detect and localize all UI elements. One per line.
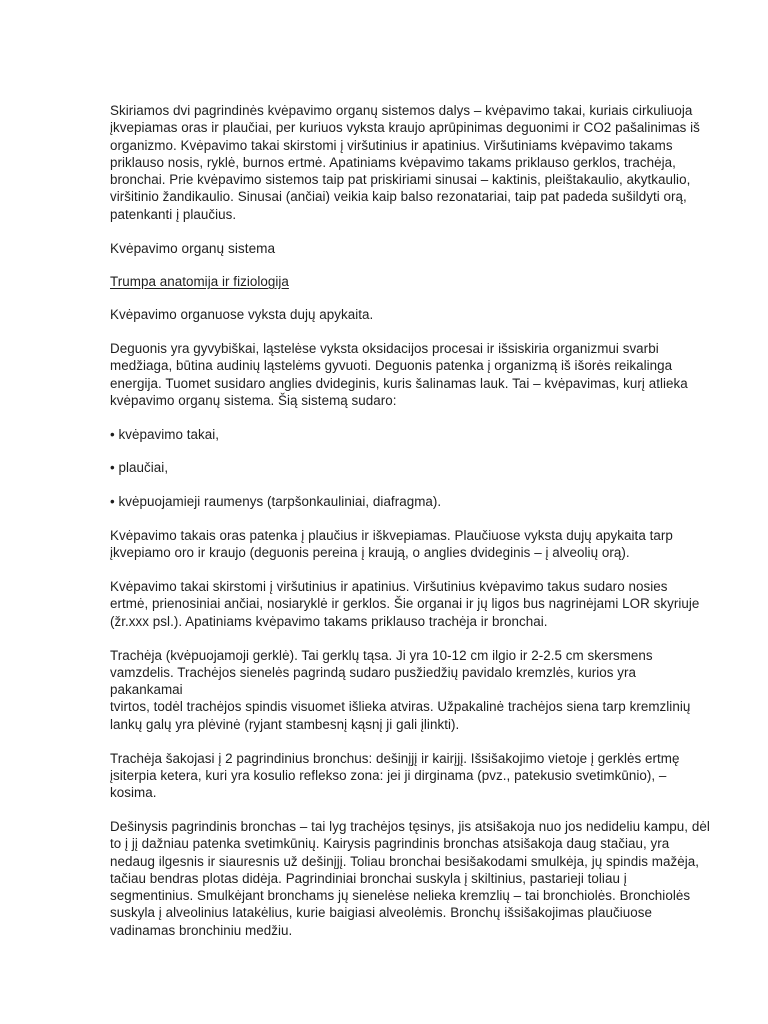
paragraph-oxygen: Deguonis yra gyvybiškai, ląstelėse vyksta oksidacijos procesai ir išsiskiria organizmui svarbi medžiaga, būtina audinių ląstelėms gyvuoti. Deguonis patenka į organizmą iš išorės reikalinga energija. Tuomet susidaro anglies dvideginis, kuris šalinamas lauk. Tai – kvėpavimas, kurį atlieka kvėpavimo organų sistema. Šią sistemą sudaro:	[110, 340, 688, 408]
section-subheading: Trumpa anatomija ir fiziologija	[110, 273, 289, 289]
paragraph-trachea-branching: Trachėja šakojasi į 2 pagrindinius bronchus: dešinįjį ir kairįjį. Išsišakojimo vietoje į gerklės ertmę įsiterpia ketera, kuri yra kosulio reflekso zona: jei ji dirginama (pvz., patekusio svetimkūnio), – kosima.	[110, 750, 680, 801]
paragraph-gas-exchange: Kvėpavimo organuose vyksta dujų apykaita.	[110, 307, 374, 323]
paragraph-bronchi: Dešinysis pagrindinis bronchas – tai lyg trachėjos tęsinys, jis atsišakoja nuo jos nedideliu kampu, dėl to į jį dažniau patenka svetimkūnių. Kairysis pagrindinis bronchas atsišakoja daug stačiau, yra nedaug ilgesnis ir siauresnis už dešinįjį. Toliau bronchai besišakodami smulkėja, jų spindis mažėja, tačiau bendras plotas didėja. Pagrindiniai bronchai suskyla į skiltinius, pastarieji toliau į segmentinius. Smulkėjant bronchams jų sienelėse nelieka kremzlių – tai bronchiolės. Bronchiolės suskyla į alveolinius latakėlius, kurie baigiasi alveolėmis. Bronchų išsišakojimas plaučiuose vadinamas bronchiniu medžiu.	[110, 818, 710, 938]
bullet-item-lungs: • plaučiai,	[110, 460, 169, 476]
paragraph-airflow: Kvėpavimo takais oras patenka į plaučius ir iškvepiamas. Plaučiuose vyksta dujų apykaita tarp įkvepiamo oro ir kraujo (deguonis pereina į kraują, o anglies dvideginis – į alveolių orą).	[110, 528, 673, 561]
bullet-item-muscles: • kvėpuojamieji raumenys (tarpšonkauliniai, diafragma).	[110, 494, 442, 510]
paragraph-airway-division: Kvėpavimo takai skirstomi į viršutinius ir apatinius. Viršutinius kvėpavimo takus sudaro nosies ertmė, prienosiniai ančiai, nosiaryklė ir gerklos. Šie organai ir jų ligos bus nagrinėjami LOR skyriuje (žr.xxx psl.). Apatiniams kvėpavimo takams priklauso trachėja ir bronchai.	[110, 579, 700, 629]
intro-paragraph: Skiriamos dvi pagrindinės kvėpavimo organų sistemos dalys – kvėpavimo takai, kuriais cirkuliuoja įkvepiamas oras ir plaučiai, per kuriuos vyksta kraujo aprūpinimas deguonimi ir CO2 pašalinimas iš organizmo. Kvėpavimo takai skirstomi į viršutinius ir apatinius. Viršutiniams kvėpavimo takams priklauso nosis, ryklė, burnos ertmė. Apatiniams kvėpavimo takams priklauso gerklos, trachėja, bronchai. Prie kvėpavimo sistemos taip pat priskiriami sinusai – kaktinis, pleištakaulio, akytkaulio, viršitinio žandikaulio. Sinusai (ančiai) veikia kaip balso rezonatariai, taip pat padeda sušildyti orą, patenkanti į plaučius.	[110, 103, 700, 222]
section-heading: Kvėpavimo organų sistema	[110, 240, 276, 256]
bullet-item-airways: • kvėpavimo takai,	[110, 426, 220, 442]
document-page	[110, 102, 710, 955]
paragraph-trachea: Trachėja (kvėpuojamoji gerklė). Tai gerklų tąsa. Ji yra 10-12 cm ilgio ir 2-2.5 cm skersmens vamzdelis. Trachėjos sienelės pagrindą sudaro pusžiedžių pavidalo kremzlės, kurios yra pakankamai tvirtos, todėl trachėjos spindis visuomet išlieka atviras. Užpakalinė trachėjos siena tarp kremzlinių lankų galų yra plėvinė (ryjant stambesnį kąsnį ji gali įlinkti).	[110, 647, 691, 732]
